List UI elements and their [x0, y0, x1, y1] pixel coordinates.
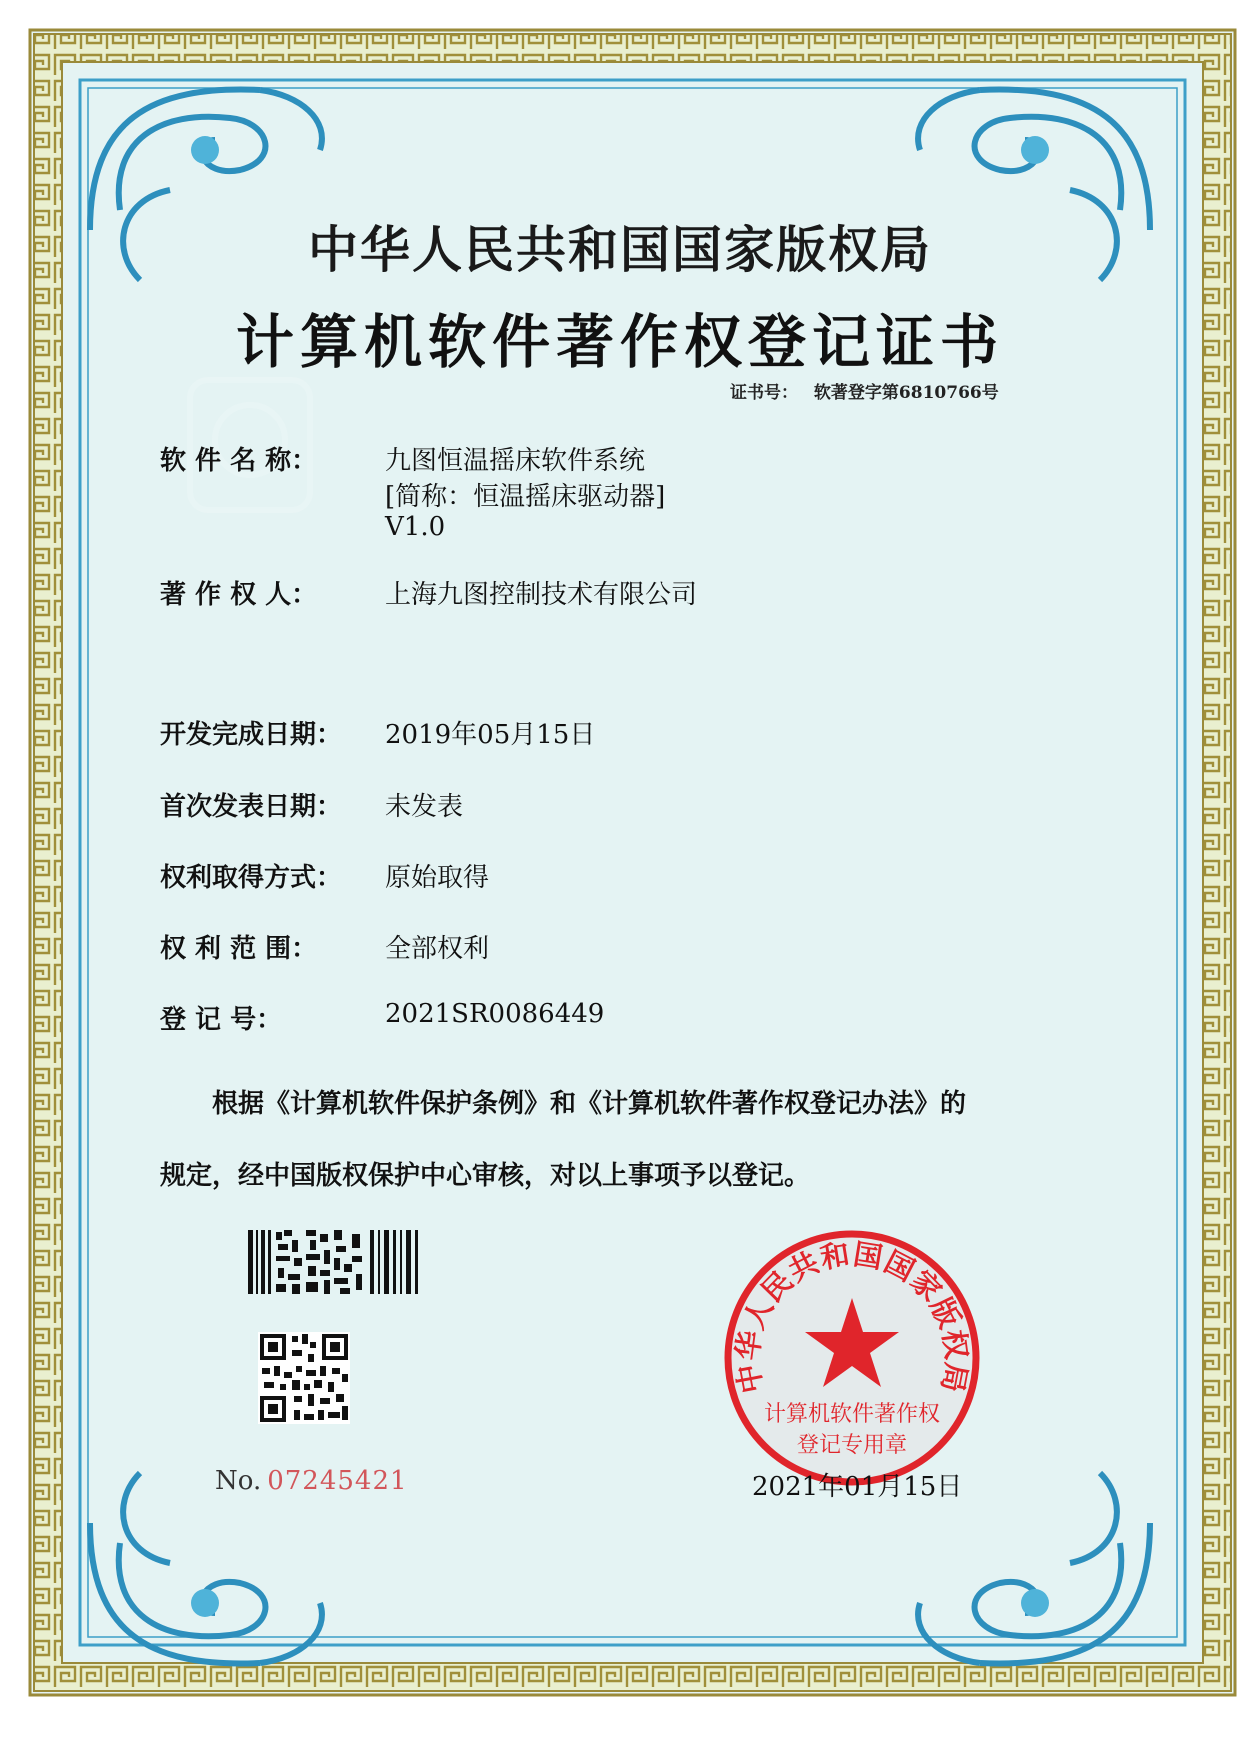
software-short-name: [简称：恒温摇床驱动器] — [385, 482, 666, 512]
field-registration-number — [160, 999, 605, 1036]
field-publish-date — [160, 786, 464, 823]
issue-date: 2021年01月15日 — [752, 1472, 963, 1502]
seal-inner-line-2: 登记专用章 — [796, 1433, 908, 1458]
certificate-title: 计算机软件著作权登记证书 — [235, 308, 1004, 376]
scope-label: 权 利 范 围： — [160, 934, 318, 964]
software-version: V1.0 — [385, 512, 446, 542]
statement-line-1: 根据《计算机软件保护条例》和《计算机软件著作权登记办法》的 — [212, 1089, 967, 1119]
qr-code-icon — [258, 1332, 350, 1424]
field-owner — [160, 574, 698, 611]
serial-label: No. — [215, 1466, 262, 1496]
dev-date-label: 开发完成日期： — [160, 720, 343, 750]
seal-inner-line-1: 计算机软件著作权 — [763, 1402, 941, 1427]
serial-value: 07245421 — [267, 1466, 408, 1496]
registration-value: 2021SR0086449 — [385, 999, 605, 1029]
acquire-value: 原始取得 — [385, 863, 490, 893]
field-acquire — [160, 857, 490, 894]
cert-number — [730, 378, 1009, 403]
publish-date-label: 首次发表日期： — [160, 792, 343, 822]
issuer-title: 中华人民共和国国家版权局 — [308, 220, 932, 279]
acquire-label: 权利取得方式： — [160, 863, 343, 893]
field-dev-date — [160, 714, 596, 751]
owner-value: 上海九图控制技术有限公司 — [385, 580, 698, 610]
field-software-name — [160, 440, 646, 477]
registration-label: 登 记 号： — [160, 1005, 283, 1035]
publish-date-value: 未发表 — [385, 792, 464, 822]
seal-outer-text: 中华人民共和国国家版权局 — [730, 1236, 974, 1396]
field-software-short — [160, 476, 666, 512]
corner-ornament-bottom-left — [90, 1473, 322, 1663]
field-scope — [160, 928, 490, 965]
statement-line-2: 规定，经中国版权保护中心审核，对以上事项予以登记。 — [160, 1161, 811, 1191]
barcode-icon — [248, 1230, 428, 1294]
owner-label: 著 作 权 人： — [160, 580, 318, 610]
cert-number-value: 软著登字第6810766号 — [813, 383, 999, 403]
official-seal — [722, 1228, 982, 1488]
dev-date-value: 2019年05月15日 — [385, 720, 596, 750]
software-name-value: 九图恒温摇床软件系统 — [385, 446, 646, 476]
serial-number — [215, 1466, 408, 1496]
field-version — [160, 512, 446, 542]
scope-value: 全部权利 — [385, 934, 490, 964]
software-name-label: 软 件 名 称： — [160, 446, 318, 476]
cert-number-label: 证书号： — [730, 383, 798, 403]
